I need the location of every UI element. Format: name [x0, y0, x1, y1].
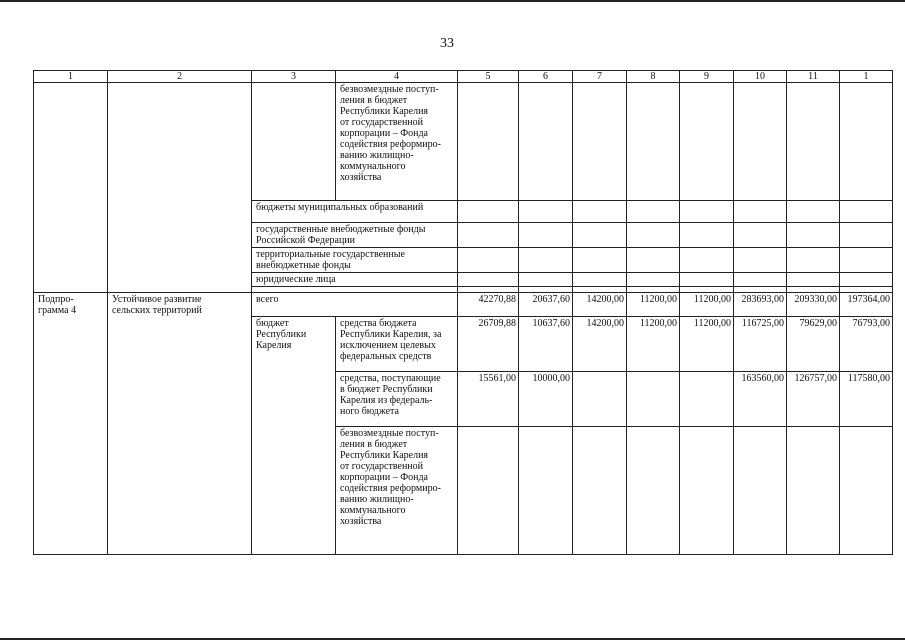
value-cell: 42270,88	[458, 293, 519, 317]
value-cell	[627, 372, 680, 427]
column-header: 5	[458, 71, 519, 83]
value-cell: 14200,00	[573, 293, 627, 317]
value-cell	[627, 427, 680, 555]
value-cell	[458, 427, 519, 555]
value-cell	[840, 427, 893, 555]
value-cell: 116725,00	[734, 317, 787, 372]
column-header: 9	[680, 71, 734, 83]
value-cell: 14200,00	[573, 317, 627, 372]
subprogram-code: Подпро- грамма 4	[34, 293, 108, 555]
value-cell	[519, 427, 573, 555]
value-cell	[787, 427, 840, 555]
source-cell: безвозмездные поступ- ления в бюджет Республики Карелия от государственной корпорации – Фонда содействия реформиро- ванию жилищно- коммунального хозяйства	[336, 83, 458, 201]
column-header: 7	[573, 71, 627, 83]
value-cell: 20637,60	[519, 293, 573, 317]
page-number: 33	[440, 36, 454, 51]
value-cell: 76793,00	[840, 317, 893, 372]
subprogram-name: Устойчивое развитие сельских территорий	[108, 293, 252, 555]
value-cell: 26709,88	[458, 317, 519, 372]
value-cell	[734, 427, 787, 555]
value-cell: 15561,00	[458, 372, 519, 427]
value-cell: 163560,00	[734, 372, 787, 427]
column-header: 6	[519, 71, 573, 83]
column-header: 2	[108, 71, 252, 83]
value-cell: 10637,60	[519, 317, 573, 372]
column-header: 4	[336, 71, 458, 83]
value-cell: 79629,00	[787, 317, 840, 372]
value-cell: 126757,00	[787, 372, 840, 427]
column-header: 8	[627, 71, 680, 83]
scan-top-edge	[0, 0, 905, 2]
value-cell: 11200,00	[627, 293, 680, 317]
budget-table	[33, 70, 893, 555]
budget-label: бюджет Республики Карелия	[252, 317, 336, 555]
value-cell	[680, 427, 734, 555]
value-cell: 209330,00	[787, 293, 840, 317]
value-cell	[573, 427, 627, 555]
value-cell: 283693,00	[734, 293, 787, 317]
column-header: 1	[840, 71, 893, 83]
column-header: 10	[734, 71, 787, 83]
table-row	[34, 293, 893, 317]
value-cell: 11200,00	[627, 317, 680, 372]
value-cell	[573, 372, 627, 427]
source-cell: юридические лица	[252, 273, 458, 287]
source-cell: безвозмездные поступ- ления в бюджет Республики Карелия от государственной корпорации – Фонда содействия реформиро- ванию жилищно- коммунального хозяйства	[336, 427, 458, 555]
cell-empty	[34, 83, 108, 293]
source-cell: территориальные государственные внебюджетные фонды	[252, 248, 458, 273]
column-header: 3	[252, 71, 336, 83]
value-cell: 11200,00	[680, 317, 734, 372]
value-cell: 10000,00	[519, 372, 573, 427]
table-row	[34, 83, 893, 201]
cell-empty	[108, 83, 252, 293]
source-cell: бюджеты муниципальных образований	[252, 201, 458, 223]
total-label: всего	[252, 293, 458, 317]
column-header: 11	[787, 71, 840, 83]
source-cell: средства, поступающие в бюджет Республики Карелия из федераль- ного бюджета	[336, 372, 458, 427]
value-cell: 197364,00	[840, 293, 893, 317]
cell-empty	[252, 83, 336, 201]
source-cell: государственные внебюджетные фонды Российской Федерации	[252, 223, 458, 248]
header-row	[34, 71, 893, 83]
value-cell: 117580,00	[840, 372, 893, 427]
column-header: 1	[34, 71, 108, 83]
value-cell: 11200,00	[680, 293, 734, 317]
value-cell	[680, 372, 734, 427]
source-cell: средства бюджета Республики Карелия, за исключением целевых федеральных средств	[336, 317, 458, 372]
